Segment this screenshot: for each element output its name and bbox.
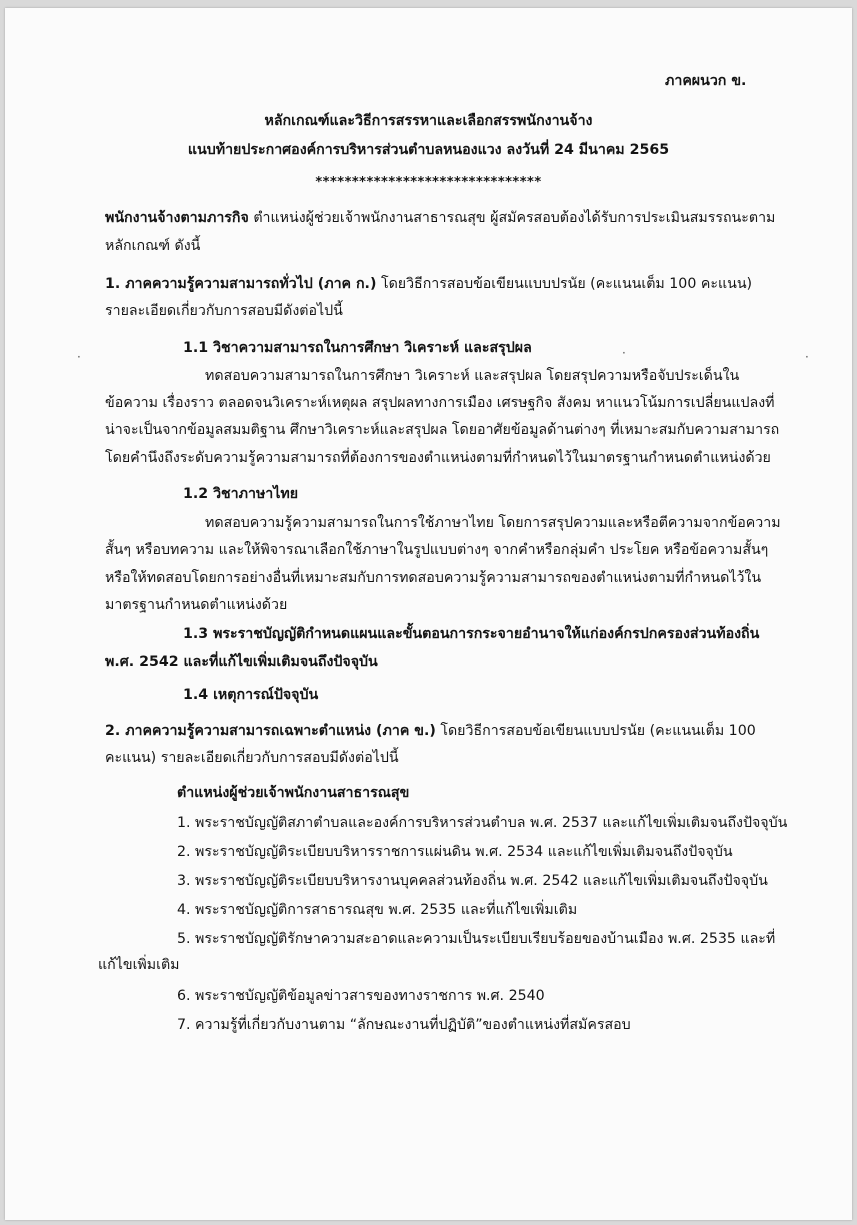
paragraph-line: ทดสอบความรู้ความสามารถในการใช้ภาษาไทย โดยการสรุปความและหรือตีความจากข้อความ [205,515,781,531]
section1-title-rest: โดยวิธีการสอบข้อเขียนแบบปรนัย (คะแนนเต็ม 100 คะแนน) [376,276,753,292]
position-title: ตำแหน่งผู้ช่วยเจ้าพนักงานสาธารณสุข [177,785,410,801]
intro-paragraph-line [105,208,775,228]
scan-speck: · [622,346,626,360]
section2-title-rest: โดยวิธีการสอบข้อเขียนแบบปรนัย (คะแนนเต็ม 100 [435,723,756,739]
list-item: 5. พระราชบัญญัติรักษาความสะอาดและความเป็นระเบียบเรียบร้อยของบ้านเมือง พ.ศ. 2535 และที่ [177,931,776,947]
section2-text: คะแนน) รายละเอียดเกี่ยวกับการสอบมีดังต่อไปนี้ [105,750,399,766]
paragraph-line: น่าจะเป็นจากข้อมูลสมมติฐาน ศึกษาวิเคราะห์และสรุปผล โดยอาศัยข้อมูลด้านต่างๆ ที่เหมาะสมกับความสามารถ [105,422,780,438]
paragraph-line: มาตรฐานกำหนดตำแหน่งด้วย [105,597,288,613]
intro-lead: พนักงานจ้างตามภารกิจ [105,210,249,226]
intro-text: ตำแหน่งผู้ช่วยเจ้าพนักงานสาธารณสุข ผู้สมัครสอบต้องได้รับการประเมินสมรรถนะตาม [248,210,776,226]
subsection-1-3-continuation: พ.ศ. 2542 และที่แก้ไขเพิ่มเติมจนถึงปัจจุบัน [105,654,378,670]
document-subtitle: แนบท้ายประกาศองค์การบริหารส่วนตำบลหนองแวง ลงวันที่ 24 มีนาคม 2565 [187,142,670,158]
subsection-1-2-title: 1.2 วิชาภาษาไทย [183,486,299,502]
section2-heading [105,721,756,741]
separator-line: ******************************* [315,175,542,190]
list-item: 3. พระราชบัญญัติระเบียบบริหารงานบุคคลส่วนท้องถิ่น พ.ศ. 2542 และแก้ไขเพิ่มเติมจนถึงปัจจุบัน [177,873,768,889]
appendix-label: ภาคผนวก ข. [665,73,747,89]
section1-heading [105,274,752,294]
section1-text: รายละเอียดเกี่ยวกับการสอบมีดังต่อไปนี้ [105,303,343,319]
list-item: 4. พระราชบัญญัติการสาธารณสุข พ.ศ. 2535 และที่แก้ไขเพิ่มเติม [177,902,578,918]
paragraph-line: ข้อความ เรื่องราว ตลอดจนวิเคราะห์เหตุผล สรุปผลทางการเมือง เศรษฐกิจ สังคม หาแนวโน้มการเปลี่ยนแปลงที่ [105,395,775,411]
subsection-1-1-title: 1.1 วิชาความสามารถในการศึกษา วิเคราะห์ และสรุปผล [183,340,532,356]
list-item: 6. พระราชบัญญัติข้อมูลข่าวสารของทางราชการ พ.ศ. 2540 [177,988,545,1004]
paragraph-line: หรือให้ทดสอบโดยการอย่างอื่นที่เหมาะสมกับการทดสอบความรู้ความสามารถของตำแหน่งตามที่กำหนดไว้ใน [105,570,762,586]
intro-paragraph-line: หลักเกณฑ์ ดังนี้ [105,238,201,254]
list-item: 1. พระราชบัญญัติสภาตำบลและองค์การบริหารส่วนตำบล พ.ศ. 2537 และแก้ไขเพิ่มเติมจนถึงปัจจุบัน [177,815,788,831]
document-title: หลักเกณฑ์และวิธีการสรรหาและเลือกสรรพนักงานจ้าง [264,113,593,129]
section2-title: 2. ภาคความรู้ความสามารถเฉพาะตำแหน่ง (ภาค ข.) [105,723,436,739]
list-item: 7. ความรู้ที่เกี่ยวกับงานตาม “ลักษณะงานที่ปฏิบัติ”ของตำแหน่งที่สมัครสอบ [177,1017,631,1033]
document-page [5,8,852,1220]
subsection-1-4-title: 1.4 เหตุการณ์ปัจจุบัน [183,687,319,703]
paragraph-line: โดยคำนึงถึงระดับความรู้ความสามารถที่ต้องการของตำแหน่งตามที่กำหนดไว้ในมาตรฐานกำหนดตำแหน่งด้วย [105,450,771,466]
paragraph-line: ทดสอบความสามารถในการศึกษา วิเคราะห์ และสรุปผล โดยสรุปความหรือจับประเด็นใน [205,368,740,384]
scan-speck: · [805,350,809,364]
paragraph-line: สั้นๆ หรือบทความ และให้พิจารณาเลือกใช้ภาษาในรูปแบบต่างๆ จากคำหรือกลุ่มคำ ประโยค หรือข้อความสั้นๆ [105,542,769,558]
subsection-1-3-title: 1.3 พระราชบัญญัติกำหนดแผนและขั้นตอนการกระจายอำนาจให้แก่องค์กรปกครองส่วนท้องถิ่น [183,626,760,642]
list-item: 2. พระราชบัญญัติระเบียบบริหารราชการแผ่นดิน พ.ศ. 2534 และแก้ไขเพิ่มเติมจนถึงปัจจุบัน [177,844,733,860]
list-item-continuation: แก้ไขเพิ่มเติม [98,957,180,973]
section1-title: 1. ภาคความรู้ความสามารถทั่วไป (ภาค ก.) [105,276,377,292]
scan-speck: · [77,350,81,364]
